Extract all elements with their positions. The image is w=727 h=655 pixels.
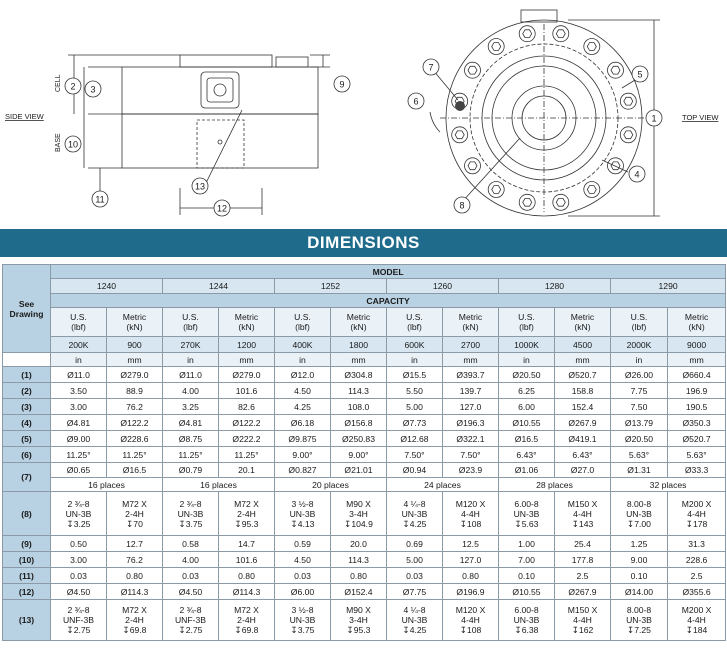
table-cell: 196.9 — [668, 383, 726, 399]
unit-metric-header: Metric (kN) — [219, 308, 275, 337]
table-cell: 12.5 — [443, 536, 499, 552]
table-cell: 14.7 — [219, 536, 275, 552]
unit-metric-header: Metric (kN) — [555, 308, 611, 337]
callout-13: 13 — [194, 181, 206, 192]
table-cell: 2.5 — [555, 568, 611, 584]
row-label: (7) — [3, 463, 51, 492]
unit-metric-header: Metric (kN) — [331, 308, 387, 337]
unit-us-header: U.S. (lbf) — [275, 308, 331, 337]
table-cell: Ø6.00 — [275, 584, 331, 600]
table-cell: 139.7 — [443, 383, 499, 399]
length-unit: in — [275, 353, 331, 367]
table-cell: Ø0.94 — [387, 463, 443, 478]
model-name-1252: 1252 — [275, 279, 387, 294]
table-cell: 0.80 — [219, 568, 275, 584]
table-cell: Ø122.2 — [219, 415, 275, 431]
side-view-label: SIDE VIEW — [5, 112, 44, 121]
capacity-value: 2000K — [611, 337, 668, 353]
model-names-row — [3, 279, 726, 294]
table-cell: Ø267.9 — [555, 584, 611, 600]
section-title-bar — [0, 229, 727, 257]
model-header-row — [3, 265, 726, 279]
capacity-value: 1000K — [499, 337, 555, 353]
table-cell: Ø122.2 — [107, 415, 163, 431]
callout-1: 1 — [651, 113, 657, 124]
table-cell: Ø21.01 — [331, 463, 387, 478]
table-cell: 20.0 — [331, 536, 387, 552]
row-label: (1) — [3, 367, 51, 383]
table-cell: Ø15.5 — [387, 367, 443, 383]
table-cell: 6.00-8 UN-3B ↧6.38 — [499, 600, 555, 641]
table-cell: 12.7 — [107, 536, 163, 552]
table-cell: Ø0.827 — [275, 463, 331, 478]
table-cell: Ø6.18 — [275, 415, 331, 431]
table-cell: Ø12.0 — [275, 367, 331, 383]
unit-metric-header: Metric (kN) — [107, 308, 163, 337]
table-row — [3, 492, 726, 536]
table-cell: 5.63° — [611, 447, 668, 463]
callout-5: 5 — [637, 69, 643, 80]
table-cell: 101.6 — [219, 552, 275, 568]
bolt-hole — [488, 182, 504, 198]
row-label: (12) — [3, 584, 51, 600]
row-label: (3) — [3, 399, 51, 415]
callout-12: 12 — [216, 203, 228, 214]
table-cell: 4.50 — [275, 552, 331, 568]
table-cell: 9.00° — [331, 447, 387, 463]
table-cell: M90 X 3-4H ↧95.3 — [331, 600, 387, 641]
model-name-1244: 1244 — [163, 279, 275, 294]
table-cell: Ø322.1 — [443, 431, 499, 447]
table-cell: 6.43° — [499, 447, 555, 463]
bolt-head-icon — [523, 199, 532, 207]
table-cell: Ø279.0 — [219, 367, 275, 383]
table-cell: 0.10 — [499, 568, 555, 584]
side-view-cell-body — [122, 67, 318, 114]
bolt-head-icon — [523, 30, 532, 38]
table-cell: 3.25 — [163, 399, 219, 415]
table-cell: 4 ¼-8 UN-3B ↧4.25 — [387, 600, 443, 641]
table-cell: 108.0 — [331, 399, 387, 415]
callout-3: 3 — [90, 84, 96, 95]
model-name-1290: 1290 — [611, 279, 726, 294]
table-cell: 5.63° — [668, 447, 726, 463]
table-cell: Ø11.0 — [51, 367, 107, 383]
table-cell: 5.00 — [387, 552, 443, 568]
table-cell: M150 X 4-4H ↧143 — [555, 492, 611, 536]
places-count: 32 places — [611, 478, 726, 492]
table-cell: 190.5 — [668, 399, 726, 415]
table-cell: 114.3 — [331, 552, 387, 568]
bolt-hole — [584, 39, 600, 55]
table-cell: 3.00 — [51, 399, 107, 415]
model-name-1280: 1280 — [499, 279, 611, 294]
table-cell: Ø7.75 — [387, 584, 443, 600]
table-cell: Ø1.31 — [611, 463, 668, 478]
capacity-header-row — [3, 294, 726, 308]
table-cell: 4.50 — [275, 383, 331, 399]
model-name-1260: 1260 — [387, 279, 499, 294]
table-cell: Ø14.00 — [611, 584, 668, 600]
table-cell: M72 X 2-4H ↧69.8 — [107, 600, 163, 641]
table-cell: Ø8.75 — [163, 431, 219, 447]
unit-us-header: U.S. (lbf) — [163, 308, 219, 337]
bolt-hole — [553, 194, 569, 210]
bolt-hole — [620, 93, 636, 109]
table-cell: Ø11.0 — [163, 367, 219, 383]
table-cell: 0.03 — [51, 568, 107, 584]
table-cell: Ø304.8 — [331, 367, 387, 383]
table-cell: 4.00 — [163, 383, 219, 399]
unit-metric-header: Metric (kN) — [443, 308, 499, 337]
capacity-values-row — [3, 337, 726, 353]
length-unit: mm — [668, 353, 726, 367]
capacity-value: 4500 — [555, 337, 611, 353]
table-cell: M72 X 2-4H ↧70 — [107, 492, 163, 536]
bolt-head-icon — [587, 43, 596, 51]
table-cell: 228.6 — [668, 552, 726, 568]
table-cell: Ø9.875 — [275, 431, 331, 447]
table-cell: 5.50 — [387, 383, 443, 399]
table-cell: Ø20.50 — [499, 367, 555, 383]
table-cell: Ø4.81 — [163, 415, 219, 431]
table-cell: Ø20.50 — [611, 431, 668, 447]
bolt-head-icon — [556, 199, 565, 207]
capacity-value: 900 — [107, 337, 163, 353]
bolt-head-icon — [492, 43, 501, 51]
table-cell: M90 X 3-4H ↧104.9 — [331, 492, 387, 536]
callout-2: 2 — [70, 81, 76, 92]
unit-header-row — [3, 308, 726, 337]
table-row — [3, 536, 726, 552]
table-cell: M72 X 2-4H ↧69.8 — [219, 600, 275, 641]
capacity-value: 1200 — [219, 337, 275, 353]
table-cell: Ø156.8 — [331, 415, 387, 431]
table-cell: Ø350.3 — [668, 415, 726, 431]
table-cell: 158.8 — [555, 383, 611, 399]
table-cell: 0.59 — [275, 536, 331, 552]
table-cell: 11.25° — [107, 447, 163, 463]
bolt-head-icon — [468, 162, 477, 170]
table-cell: 114.3 — [331, 383, 387, 399]
length-unit: in — [387, 353, 443, 367]
table-cell: 0.69 — [387, 536, 443, 552]
table-cell: M72 X 2-4H ↧95.3 — [219, 492, 275, 536]
table-cell: Ø114.3 — [107, 584, 163, 600]
table-row — [3, 415, 726, 431]
table-cell: 6.00 — [499, 399, 555, 415]
table-row — [3, 568, 726, 584]
length-units-row — [3, 353, 726, 367]
capacity-value: 2700 — [443, 337, 499, 353]
unit-metric-header: Metric (kN) — [668, 308, 726, 337]
length-unit: mm — [331, 353, 387, 367]
section-title: DIMENSIONS — [307, 233, 420, 252]
table-cell: 127.0 — [443, 399, 499, 415]
table-cell: 152.4 — [555, 399, 611, 415]
table-cell: 101.6 — [219, 383, 275, 399]
model-name-1240: 1240 — [51, 279, 163, 294]
table-cell: Ø355.6 — [668, 584, 726, 600]
table-cell: 31.3 — [668, 536, 726, 552]
cell-label: CELL — [55, 74, 62, 92]
table-cell: Ø393.7 — [443, 367, 499, 383]
table-cell: Ø228.6 — [107, 431, 163, 447]
bolt-head-icon — [492, 186, 501, 194]
length-unit: in — [163, 353, 219, 367]
table-cell: 4.25 — [275, 399, 331, 415]
table-cell: Ø520.7 — [555, 367, 611, 383]
table-cell: Ø222.2 — [219, 431, 275, 447]
table-cell: 0.10 — [611, 568, 668, 584]
table-cell: 7.75 — [611, 383, 668, 399]
bolt-hole — [465, 158, 481, 174]
table-cell: 2.5 — [668, 568, 726, 584]
side-view-base-body — [122, 114, 318, 168]
capacity-value: 1800 — [331, 337, 387, 353]
table-cell: 0.58 — [163, 536, 219, 552]
table-cell: Ø114.3 — [219, 584, 275, 600]
table-row — [3, 447, 726, 463]
table-cell: 0.80 — [443, 568, 499, 584]
table-cell: Ø660.4 — [668, 367, 726, 383]
table-cell: Ø13.79 — [611, 415, 668, 431]
bolt-hole — [608, 62, 624, 78]
table-cell: 7.50 — [611, 399, 668, 415]
table-cell: 6.43° — [555, 447, 611, 463]
places-count: 24 places — [387, 478, 499, 492]
table-cell: Ø4.50 — [51, 584, 107, 600]
row-label: (13) — [3, 600, 51, 641]
capacity-header: CAPACITY — [51, 294, 726, 308]
row-label: (5) — [3, 431, 51, 447]
row-label: (10) — [3, 552, 51, 568]
table-cell: 2 ¾-8 UN-3B ↧3.75 — [163, 492, 219, 536]
table-cell: M200 X 4-4H ↧184 — [668, 600, 726, 641]
unit-us-header: U.S. (lbf) — [51, 308, 107, 337]
capacity-value: 400K — [275, 337, 331, 353]
table-cell: 7.00 — [499, 552, 555, 568]
bolt-hole — [553, 26, 569, 42]
table-cell: Ø196.3 — [443, 415, 499, 431]
table-cell: 3.50 — [51, 383, 107, 399]
table-cell: Ø1.06 — [499, 463, 555, 478]
table-cell: M120 X 4-4H ↧108 — [443, 492, 499, 536]
bolt-hole — [584, 182, 600, 198]
row-label: (11) — [3, 568, 51, 584]
table-cell: 4.00 — [163, 552, 219, 568]
callout-6: 6 — [413, 96, 419, 107]
table-row — [3, 584, 726, 600]
length-unit: in — [611, 353, 668, 367]
places-count: 16 places — [163, 478, 275, 492]
base-label: BASE — [55, 133, 62, 152]
table-row — [3, 431, 726, 447]
table-cell: Ø419.1 — [555, 431, 611, 447]
table-cell: Ø250.83 — [331, 431, 387, 447]
table-row — [3, 367, 726, 383]
unit-us-header: U.S. (lbf) — [611, 308, 668, 337]
unit-us-header: U.S. (lbf) — [499, 308, 555, 337]
table-cell: Ø520.7 — [668, 431, 726, 447]
places-count: 28 places — [499, 478, 611, 492]
side-view-top-boss — [276, 57, 308, 67]
table-cell: 3.00 — [51, 552, 107, 568]
table-cell: 25.4 — [555, 536, 611, 552]
empty-cell — [3, 353, 51, 367]
callout-11: 11 — [95, 194, 105, 205]
table-cell: 0.80 — [107, 568, 163, 584]
table-cell: M200 X 4-4H ↧178 — [668, 492, 726, 536]
table-cell: 4 ¼-8 UN-3B ↧4.25 — [387, 492, 443, 536]
table-cell: Ø10.55 — [499, 584, 555, 600]
table-cell: Ø16.5 — [499, 431, 555, 447]
table-row — [3, 478, 726, 492]
table-cell: 6.25 — [499, 383, 555, 399]
technical-drawing — [0, 0, 727, 222]
bolt-hole — [620, 127, 636, 143]
bolt-hole — [519, 194, 535, 210]
table-row — [3, 383, 726, 399]
bolt-head-icon — [624, 131, 633, 139]
table-cell: 8.00-8 UN-3B ↧7.00 — [611, 492, 668, 536]
table-row — [3, 552, 726, 568]
bolt-head-icon — [611, 66, 620, 74]
table-cell: 0.80 — [331, 568, 387, 584]
top-view-label: TOP VIEW — [682, 113, 719, 122]
callout-7: 7 — [428, 62, 434, 73]
dimensions-table — [2, 264, 726, 641]
bolt-hole — [465, 62, 481, 78]
table-cell: Ø27.0 — [555, 463, 611, 478]
table-cell: Ø23.9 — [443, 463, 499, 478]
length-unit: mm — [219, 353, 275, 367]
table-cell: 76.2 — [107, 399, 163, 415]
length-unit: mm — [443, 353, 499, 367]
bolt-hole — [488, 39, 504, 55]
table-cell: 0.03 — [275, 568, 331, 584]
table-cell: Ø10.55 — [499, 415, 555, 431]
table-cell: 11.25° — [163, 447, 219, 463]
side-view-top-cap — [180, 55, 272, 67]
table-cell: Ø33.3 — [668, 463, 726, 478]
table-cell: 11.25° — [51, 447, 107, 463]
table-row — [3, 463, 726, 478]
bolt-head-icon — [556, 30, 565, 38]
table-cell: 76.2 — [107, 552, 163, 568]
bolt-head-icon — [587, 186, 596, 194]
table-cell: Ø279.0 — [107, 367, 163, 383]
table-cell: 0.50 — [51, 536, 107, 552]
bolt-head-icon — [468, 66, 477, 74]
table-cell: Ø12.68 — [387, 431, 443, 447]
table-cell: Ø4.81 — [51, 415, 107, 431]
capacity-value: 600K — [387, 337, 443, 353]
table-cell: 127.0 — [443, 552, 499, 568]
table-cell: 3 ½-8 UN-3B ↧4.13 — [275, 492, 331, 536]
unit-us-header: U.S. (lbf) — [387, 308, 443, 337]
callout-9: 9 — [339, 79, 345, 90]
row-label: (2) — [3, 383, 51, 399]
table-cell: M150 X 4-4H ↧162 — [555, 600, 611, 641]
table-cell: 0.03 — [163, 568, 219, 584]
row-label: (8) — [3, 492, 51, 536]
table-cell: 0.03 — [387, 568, 443, 584]
places-count: 20 places — [275, 478, 387, 492]
bolt-head-icon — [455, 131, 464, 139]
capacity-value: 9000 — [668, 337, 726, 353]
table-cell: 88.9 — [107, 383, 163, 399]
callout-8: 8 — [459, 200, 465, 211]
callout-4: 4 — [634, 169, 640, 180]
length-unit: mm — [107, 353, 163, 367]
length-unit: in — [51, 353, 107, 367]
model-header: MODEL — [51, 265, 726, 279]
row-label: (4) — [3, 415, 51, 431]
table-cell: 20.1 — [219, 463, 275, 478]
capacity-value: 270K — [163, 337, 219, 353]
table-cell: 8.00-8 UN-3B ↧7.25 — [611, 600, 668, 641]
table-cell: 2 ¾-8 UNF-3B ↧2.75 — [51, 600, 107, 641]
table-cell: 82.6 — [219, 399, 275, 415]
table-cell: 9.00 — [611, 552, 668, 568]
table-cell: M120 X 4-4H ↧108 — [443, 600, 499, 641]
bolt-hole — [452, 127, 468, 143]
row-label: (9) — [3, 536, 51, 552]
table-cell: Ø152.4 — [331, 584, 387, 600]
table-cell: 3 ½-8 UN-3B ↧3.75 — [275, 600, 331, 641]
table-cell: 2 ¾-8 UN-3B ↧3.25 — [51, 492, 107, 536]
table-cell: 1.25 — [611, 536, 668, 552]
table-cell: Ø7.73 — [387, 415, 443, 431]
table-row — [3, 600, 726, 641]
table-cell: Ø9.00 — [51, 431, 107, 447]
row-label: (6) — [3, 447, 51, 463]
table-cell: 5.00 — [387, 399, 443, 415]
length-unit: mm — [555, 353, 611, 367]
callout-10: 10 — [67, 139, 79, 150]
table-cell: 7.50° — [387, 447, 443, 463]
table-cell: Ø4.50 — [163, 584, 219, 600]
length-unit: in — [499, 353, 555, 367]
table-cell: 177.8 — [555, 552, 611, 568]
table-cell: 7.50° — [443, 447, 499, 463]
dimensions-table-body — [3, 265, 726, 641]
table-cell: 9.00° — [275, 447, 331, 463]
table-cell: Ø0.79 — [163, 463, 219, 478]
table-cell: Ø16.5 — [107, 463, 163, 478]
table-row — [3, 399, 726, 415]
see-drawing-header: See Drawing — [3, 265, 51, 353]
table-cell: Ø267.9 — [555, 415, 611, 431]
table-cell: 1.00 — [499, 536, 555, 552]
capacity-value: 200K — [51, 337, 107, 353]
table-cell: Ø26.00 — [611, 367, 668, 383]
table-cell: Ø196.9 — [443, 584, 499, 600]
table-cell: 2 ¾-8 UNF-3B ↧2.75 — [163, 600, 219, 641]
bolt-hole — [519, 26, 535, 42]
table-cell: Ø0.65 — [51, 463, 107, 478]
bolt-head-icon — [624, 97, 633, 105]
table-cell: 6.00-8 UN-3B ↧5.63 — [499, 492, 555, 536]
table-cell: 11.25° — [219, 447, 275, 463]
places-count: 16 places — [51, 478, 163, 492]
